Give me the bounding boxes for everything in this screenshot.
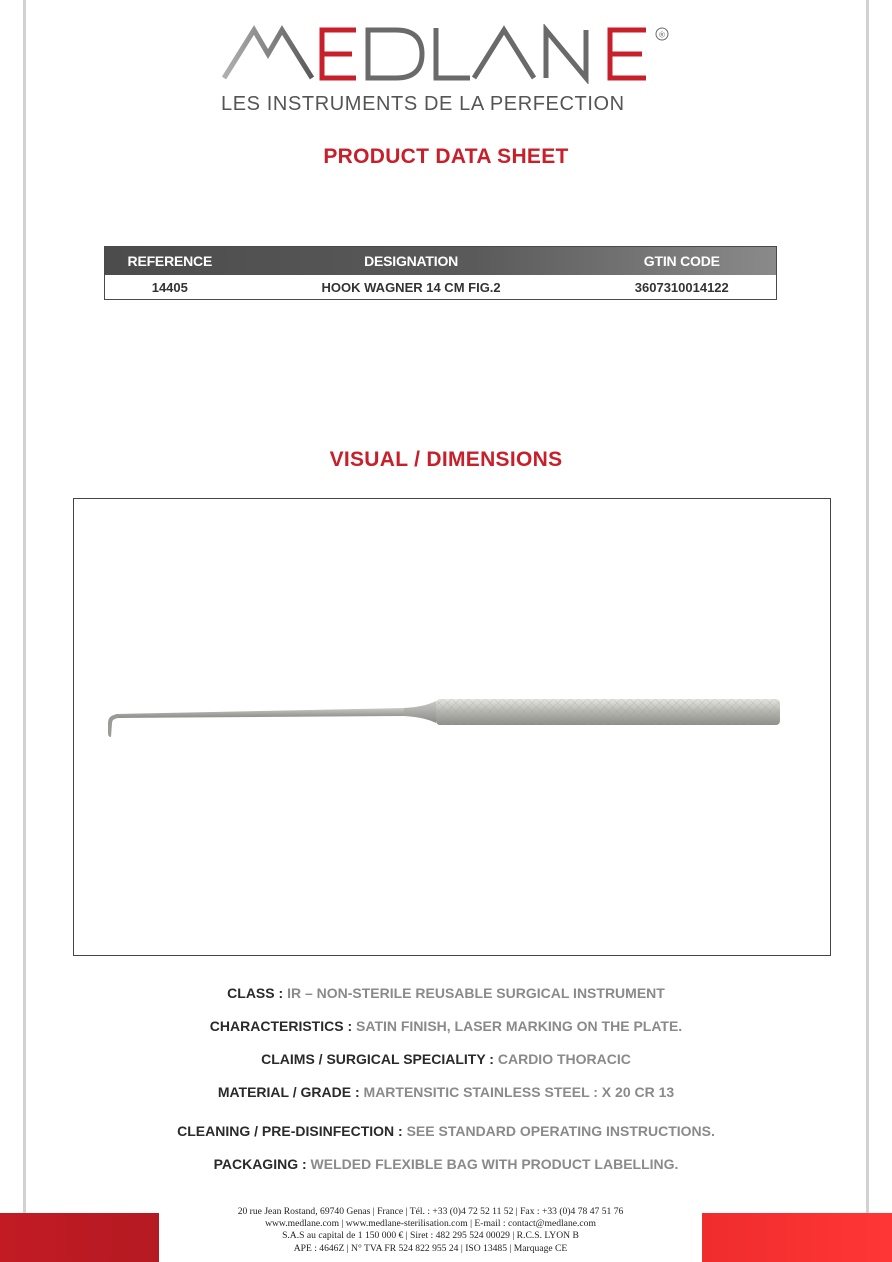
footer-websites: www.medlane.com | www.medlane-sterilisation.com | E-mail : contact@medlane.com <box>265 1218 596 1230</box>
footer-legal: S.A.S au capital de 1 150 000 € | Siret : 482 295 524 00029 | R.C.S. LYON B <box>282 1230 579 1242</box>
cell-designation: HOOK WAGNER 14 CM FIG.2 <box>321 279 501 295</box>
spec-line <box>0 985 892 1001</box>
product-data-sheet-title: PRODUCT DATA SHEET <box>323 145 569 168</box>
table-row <box>105 275 776 299</box>
spec-line <box>0 1156 892 1172</box>
instrument-hook <box>108 714 118 737</box>
spec-value: WELDED FLEXIBLE BAG WITH PRODUCT LABELLING. <box>310 1156 679 1172</box>
reference-table <box>104 246 777 300</box>
spec-separator: : <box>298 1156 311 1172</box>
spec-value: MARTENSITIC STAINLESS STEEL : X 20 CR 13 <box>363 1084 675 1100</box>
spec-label: MATERIAL / GRADE <box>217 1084 352 1100</box>
spec-value: SATIN FINISH, LASER MARKING ON THE PLATE. <box>356 1018 683 1034</box>
spec-label: CLASS <box>227 985 275 1001</box>
spec-separator: : <box>343 1018 357 1034</box>
instrument-shaft <box>116 708 404 718</box>
spec-separator: : <box>274 985 288 1001</box>
table-header-row <box>105 247 776 275</box>
spec-label: CLEANING / PRE-DISINFECTION <box>177 1123 395 1139</box>
spec-line <box>0 1123 892 1139</box>
spec-line <box>0 1084 892 1100</box>
header-designation: DESIGNATION <box>364 253 459 269</box>
spec-label: PACKAGING <box>213 1156 299 1172</box>
spec-separator: : <box>394 1123 407 1139</box>
visual-frame <box>73 498 831 956</box>
cell-gtin: 3607310014122 <box>634 279 729 295</box>
footer-red-bar-left <box>0 1213 159 1262</box>
spec-value: CARDIO THORACIC <box>497 1051 631 1067</box>
footer-registration: APE : 4646Z | N° TVA FR 524 822 955 24 | ISO 13485 | Marquage CE <box>293 1242 568 1254</box>
spec-value: SEE STANDARD OPERATING INSTRUCTIONS. <box>406 1123 715 1139</box>
spec-separator: : <box>485 1051 498 1067</box>
spec-line <box>0 1051 892 1067</box>
header-gtin: GTIN CODE <box>643 253 720 269</box>
spec-label: CLAIMS / SURGICAL SPECIALITY <box>261 1051 486 1067</box>
visual-dimensions-title: VISUAL / DIMENSIONS <box>329 448 563 471</box>
company-footer <box>159 1206 702 1255</box>
spec-separator: : <box>351 1084 364 1100</box>
hook-wagner-instrument-image <box>74 499 832 957</box>
cell-reference: 14405 <box>151 279 188 295</box>
instrument-neck <box>404 701 436 723</box>
spec-value: IR – NON-STERILE REUSABLE SURGICAL INSTRUMENT <box>287 985 665 1001</box>
spec-line <box>0 1018 892 1034</box>
footer-red-bar-right <box>702 1213 892 1262</box>
registered-mark: ® <box>659 30 665 40</box>
brand-tagline: LES INSTRUMENTS DE LA PERFECTION <box>221 93 625 115</box>
medlane-wordmark <box>218 24 678 84</box>
footer-address: 20 rue Jean Rostand, 69740 Genas | France | Tél. : +33 (0)4 72 52 11 52 | Fax : +33 (0)4 78 47 51 76 <box>237 1206 624 1217</box>
header-reference: REFERENCE <box>127 253 213 269</box>
medlane-logo <box>218 24 678 114</box>
spec-label: CHARACTERISTICS <box>209 1018 344 1034</box>
